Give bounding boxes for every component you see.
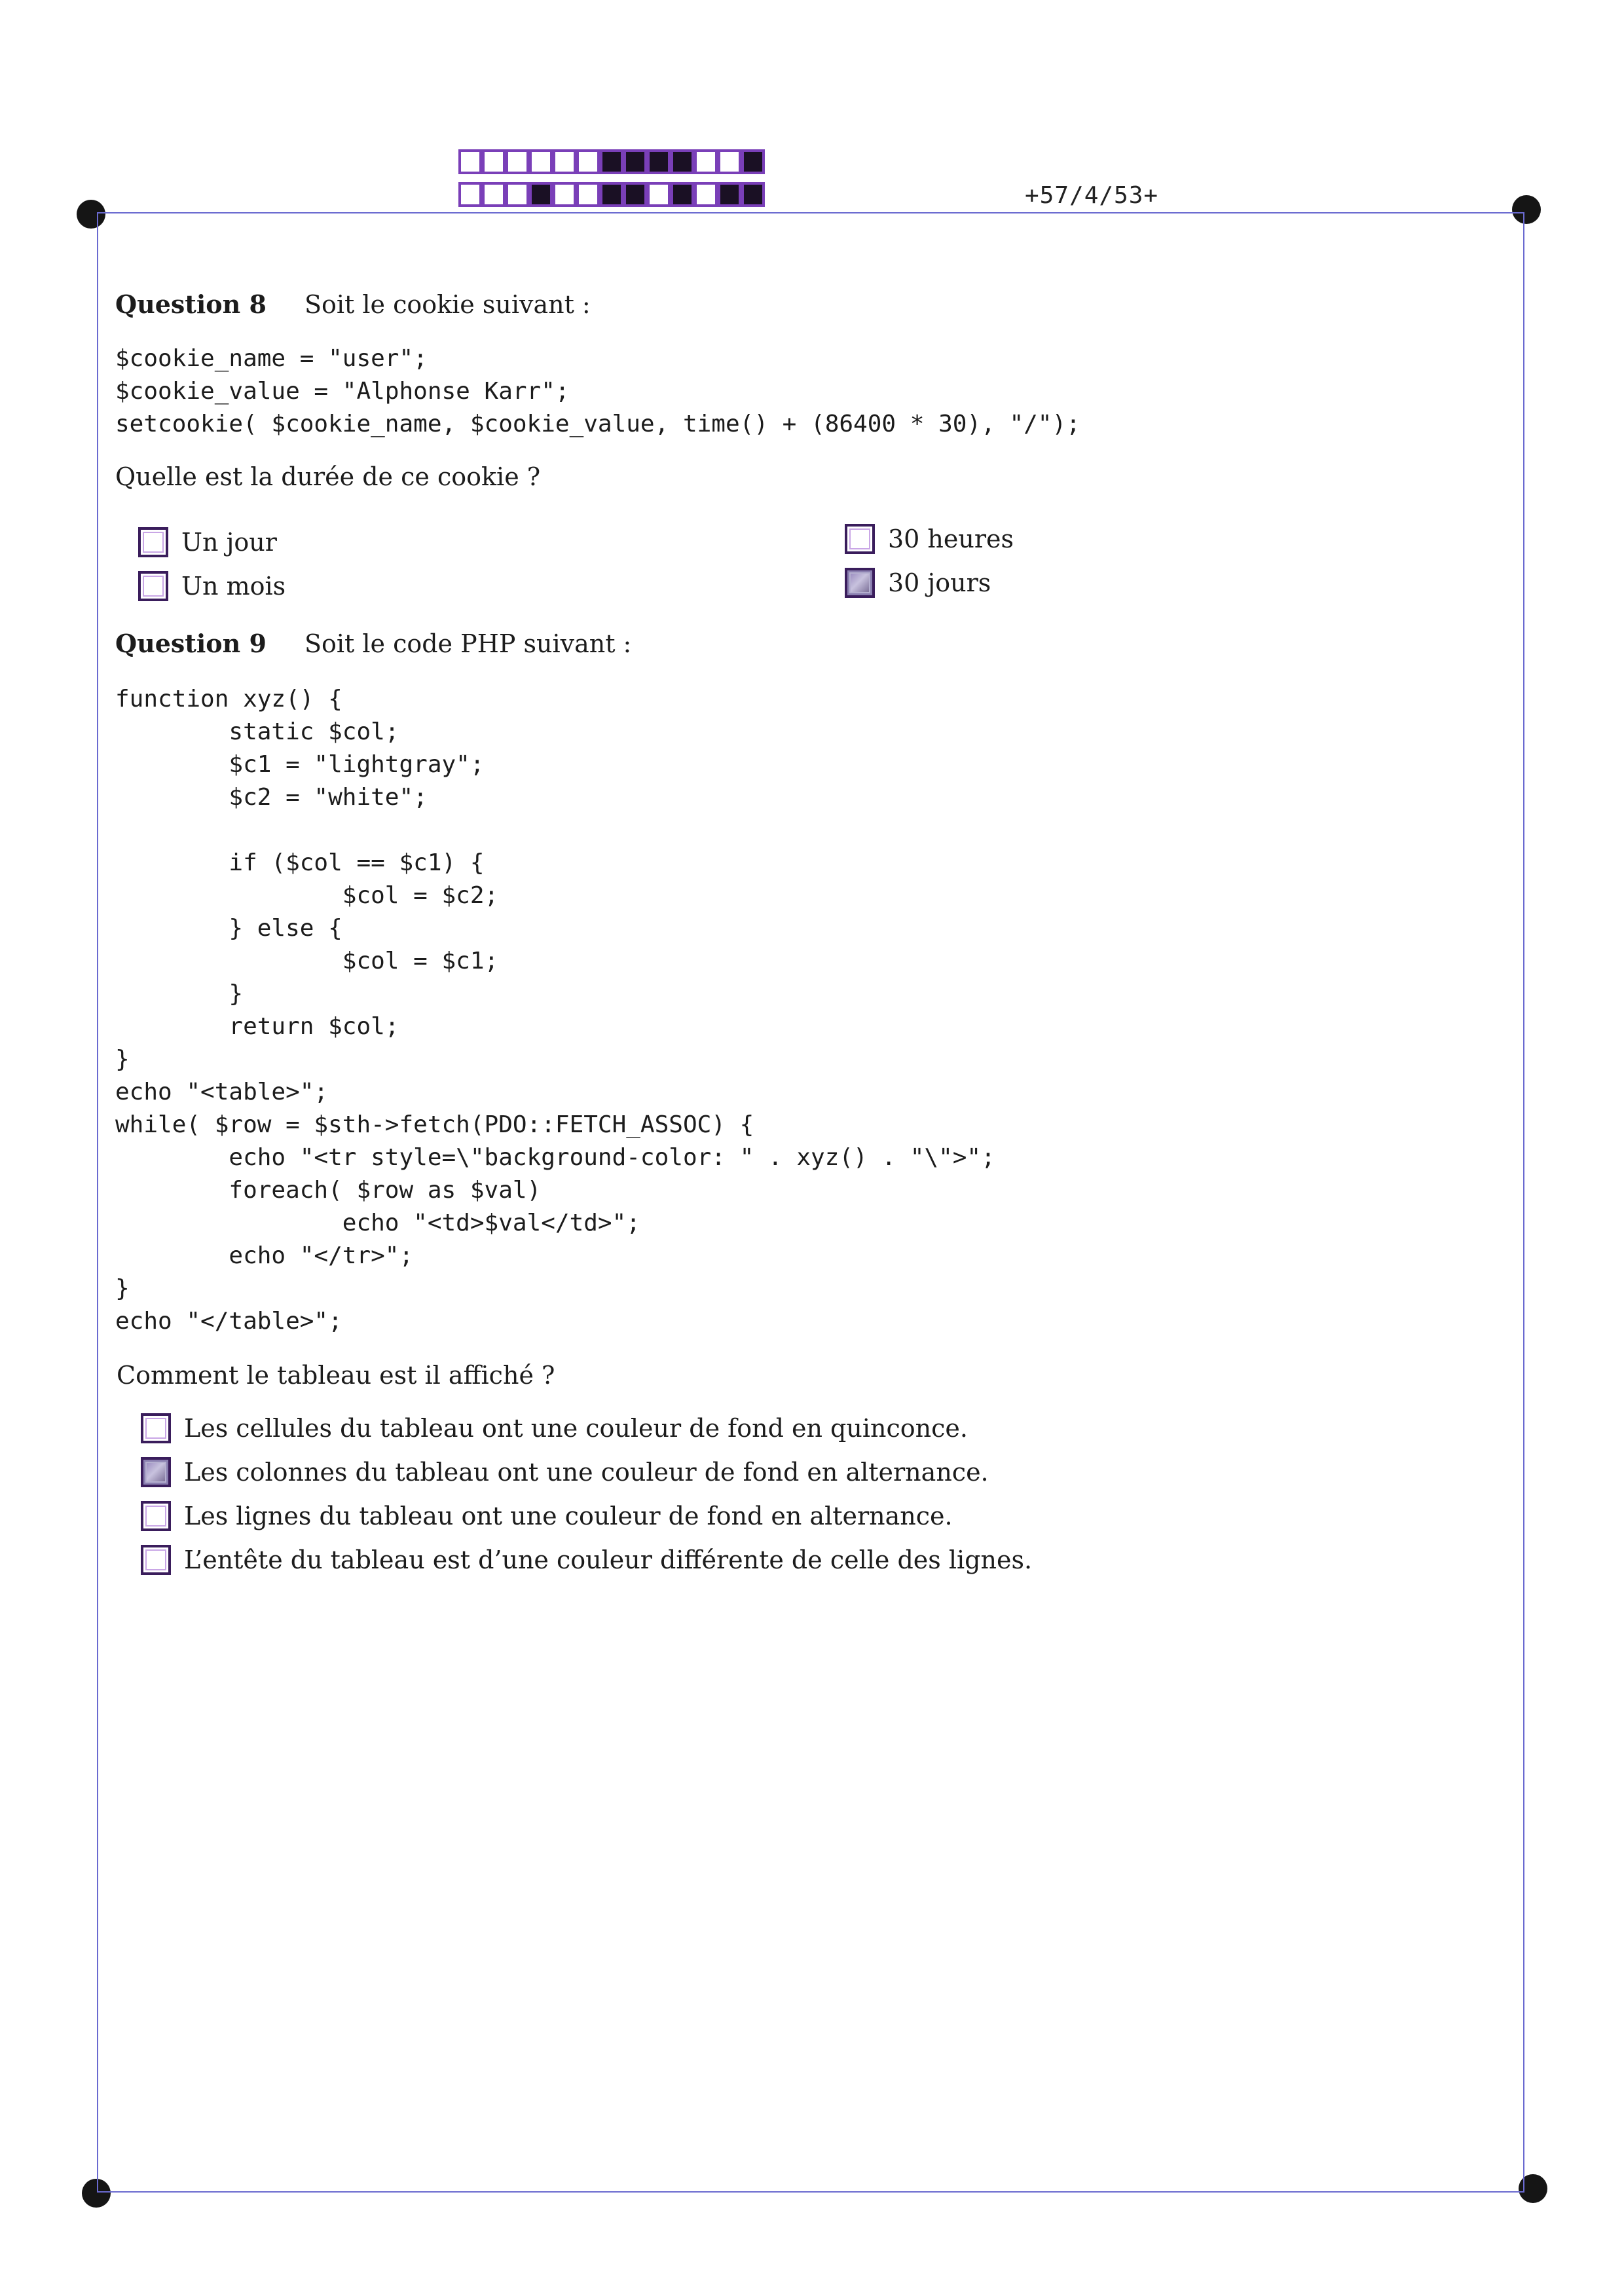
barcode-cell: [694, 149, 718, 174]
choice-label: Un mois: [181, 572, 286, 601]
choice-label: L’entête du tableau est d’une couleur différente de celle des lignes.: [184, 1546, 1033, 1574]
checkbox[interactable]: [141, 1545, 171, 1575]
question-9-heading: [115, 629, 631, 658]
choice-label: Les cellules du tableau ont une couleur de fond en quinconce.: [184, 1414, 968, 1443]
barcode-cell: [694, 182, 718, 207]
barcode-cell: [458, 182, 482, 207]
choice-label: Un jour: [181, 528, 277, 557]
checkbox[interactable]: [845, 524, 875, 554]
choice-label: Les lignes du tableau ont une couleur de fond en alternance.: [184, 1502, 953, 1530]
q9-choice-3[interactable]: [141, 1501, 953, 1531]
barcode-cell: [576, 149, 600, 174]
q9-choice-4[interactable]: [141, 1545, 1032, 1575]
question-9-code: function xyz() { static $col; $c1 = "lightgray"; $c2 = "white"; if ($col == $c1) { $col = $c2; } else { $col = $c1; } return $col; } echo "<table>"; while( $row = $sth->fetch(PDO::FETCH_ASSOC) { echo "<tr style=\"background-color: " . xyz() . "\">"; foreach( $row as $val) echo "<td>$val</td>"; echo "</tr>"; } echo "</table>";: [115, 686, 995, 1335]
checkbox-checked[interactable]: [141, 1457, 171, 1487]
choice-label: 30 jours: [888, 568, 991, 597]
barcode-cell: [529, 149, 553, 174]
barcode-cell: [671, 182, 694, 207]
question-8-heading: [115, 289, 591, 319]
q8-choice-30-heures[interactable]: [845, 524, 1014, 554]
question-title: Soit le code PHP suivant :: [304, 629, 632, 658]
barcode-cell: [647, 149, 671, 174]
question-8-code: $cookie_name = "user"; $cookie_value = "Alphonse Karr"; setcookie( $cookie_name, $cookie_value, time() + (86400 * 30), "/");: [115, 345, 1080, 437]
choice-label: Les colonnes du tableau ont une couleur de fond en alternance.: [184, 1458, 989, 1487]
q9-choice-2[interactable]: [141, 1457, 989, 1487]
barcode-cell: [741, 149, 765, 174]
barcode-cell: [718, 182, 741, 207]
barcode-cell: [647, 182, 671, 207]
barcode-cell: [553, 182, 576, 207]
checkbox[interactable]: [138, 527, 168, 557]
barcode-cell: [458, 149, 482, 174]
checkbox[interactable]: [141, 1413, 171, 1443]
checkbox[interactable]: [141, 1501, 171, 1531]
q8-choice-un-jour[interactable]: [138, 527, 277, 557]
barcode-cell: [482, 149, 506, 174]
sheet-id: +57/4/53+: [1025, 182, 1159, 209]
checkbox[interactable]: [138, 571, 168, 601]
barcode-cell: [553, 149, 576, 174]
barcode-cell: [506, 182, 529, 207]
choice-label: 30 heures: [888, 525, 1014, 553]
barcode-cell: [718, 149, 741, 174]
barcode-cell: [623, 182, 647, 207]
barcode-cell: [671, 149, 694, 174]
barcode-cell: [529, 182, 553, 207]
question-number: Question 9: [115, 629, 267, 658]
checkbox-checked[interactable]: [845, 568, 875, 598]
q9-choice-1[interactable]: [141, 1413, 968, 1443]
q8-choice-30-jours[interactable]: [845, 568, 991, 598]
question-9-prompt: Comment le tableau est il affiché ?: [117, 1361, 555, 1390]
barcode-cell: [482, 182, 506, 207]
barcode-cell: [506, 149, 529, 174]
question-8-prompt: Quelle est la durée de ce cookie ?: [115, 462, 541, 491]
q8-choice-un-mois[interactable]: [138, 571, 286, 601]
barcode-cell: [741, 182, 765, 207]
question-number: Question 8: [115, 289, 267, 319]
barcode-cell: [600, 149, 623, 174]
barcode-cell: [600, 182, 623, 207]
question-title: Soit le cookie suivant :: [304, 290, 591, 319]
barcode-cell: [576, 182, 600, 207]
barcode-cell: [623, 149, 647, 174]
